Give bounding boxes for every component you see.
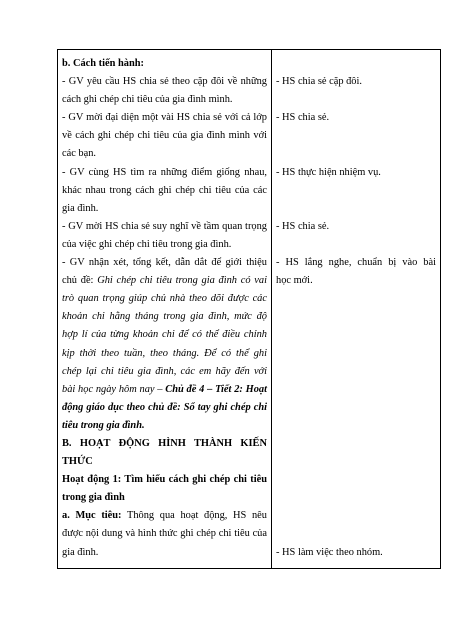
text-line	[62, 182, 267, 200]
text-segment: Ghi chép chi tiêu trong gia đình có vai	[97, 275, 267, 287]
text-segment: cách ghi chép chi tiêu của gia đình mình.	[62, 94, 233, 106]
text-line	[62, 489, 267, 507]
text-line	[62, 507, 267, 525]
text-line	[62, 381, 267, 399]
text-segment: khoản chi hằng tháng trong gia đình, mức độ	[62, 311, 267, 323]
student-activity-line: - HS chia sẻ.	[276, 112, 330, 124]
teacher-activity-column	[62, 55, 267, 562]
student-activity-line: - HS chia sẻ cặp đôi.	[276, 76, 362, 88]
text-segment: chép lại chi tiêu gia đình, các em hãy đến với	[62, 365, 267, 377]
text-line	[62, 254, 267, 272]
text-segment: - GV mời đại diện một vài HS chia sẻ với cả lớp	[62, 112, 267, 124]
text-segment: kịp thời theo tuần, theo tháng. Để có thể ghi	[62, 347, 267, 359]
text-line	[62, 272, 267, 290]
text-segment: trong gia đình	[62, 492, 125, 504]
text-segment: trò quan trọng giúp chủ nhà theo dõi được các	[62, 293, 267, 305]
lesson-table	[57, 49, 441, 569]
text-line	[62, 308, 267, 326]
text-segment: Thông qua hoạt động, HS nêu	[121, 510, 267, 522]
student-activity-line: - HS làm việc theo nhóm.	[276, 546, 383, 558]
text-segment: - GV nhận xét, tổng kết, dẫn dắt để giới thiệu	[62, 257, 267, 269]
text-segment: - GV yêu cầu HS chia sẻ theo cặp đôi về những	[62, 76, 267, 88]
text-line	[62, 435, 267, 453]
text-line	[62, 109, 267, 127]
text-segment: Hoạt động 1: Tìm hiểu cách ghi chép chi tiêu	[62, 474, 267, 486]
text-line	[62, 544, 267, 562]
text-segment: được nội dung và hình thức ghi chép chi tiêu của	[62, 528, 267, 540]
text-line	[62, 525, 267, 543]
text-segment: tiêu trong gia đình.	[62, 419, 145, 431]
text-segment: của việc ghi chép chi tiêu trong gia đình.	[62, 238, 232, 250]
column-divider	[271, 50, 272, 568]
text-segment: Chủ đề 4 – Tiết 2: Hoạt	[165, 383, 268, 395]
text-segment: a. Mục tiêu:	[62, 510, 122, 522]
text-segment: các bạn.	[62, 148, 97, 160]
text-segment: gia đình.	[62, 546, 99, 558]
text-line	[62, 326, 267, 344]
text-segment: b. Cách tiến hành:	[62, 58, 144, 69]
text-line	[62, 55, 267, 73]
text-line	[62, 200, 267, 218]
text-segment: về cách ghi chép chi tiêu của gia đình mình với	[62, 130, 267, 142]
text-segment: - GV cùng HS tìm ra những điểm giống nhau,	[62, 166, 267, 178]
text-line	[62, 417, 267, 435]
text-line	[62, 345, 267, 363]
text-segment: động giáo dục theo chủ đề: Sổ tay ghi chép chi	[62, 401, 267, 413]
text-line	[62, 471, 267, 489]
text-segment: khác nhau trong cách ghi chép chi tiêu của các	[62, 184, 267, 196]
student-activity-line: - HS thực hiện nhiệm vụ.	[276, 166, 381, 178]
text-line	[62, 91, 267, 109]
text-segment: THỨC	[62, 456, 93, 468]
student-activity-line: - HS chia sẻ.	[276, 220, 330, 232]
text-segment: chủ đề:	[62, 275, 98, 287]
text-segment: - GV mời HS chia sẻ suy nghĩ về tầm quan trọng	[62, 220, 267, 232]
student-activity-line: học mới.	[276, 275, 313, 287]
text-line	[62, 164, 267, 182]
text-line	[62, 127, 267, 145]
text-segment: gia đình.	[62, 202, 99, 214]
text-line	[62, 290, 267, 308]
text-line	[62, 218, 267, 236]
text-line	[62, 73, 267, 91]
text-segment: bài học ngày hôm nay –	[62, 383, 166, 395]
text-line	[62, 145, 267, 163]
text-line	[62, 236, 267, 254]
text-line	[62, 453, 267, 471]
text-line	[62, 399, 267, 417]
text-segment: hợp lí của từng khoản chi để có thể điều chỉnh	[62, 329, 267, 341]
student-activity-line: - HS lắng nghe, chuẩn bị vào bài	[276, 257, 436, 269]
text-segment: B. HOẠT ĐỘNG HÌNH THÀNH KIẾN	[62, 437, 267, 449]
text-line	[62, 363, 267, 381]
